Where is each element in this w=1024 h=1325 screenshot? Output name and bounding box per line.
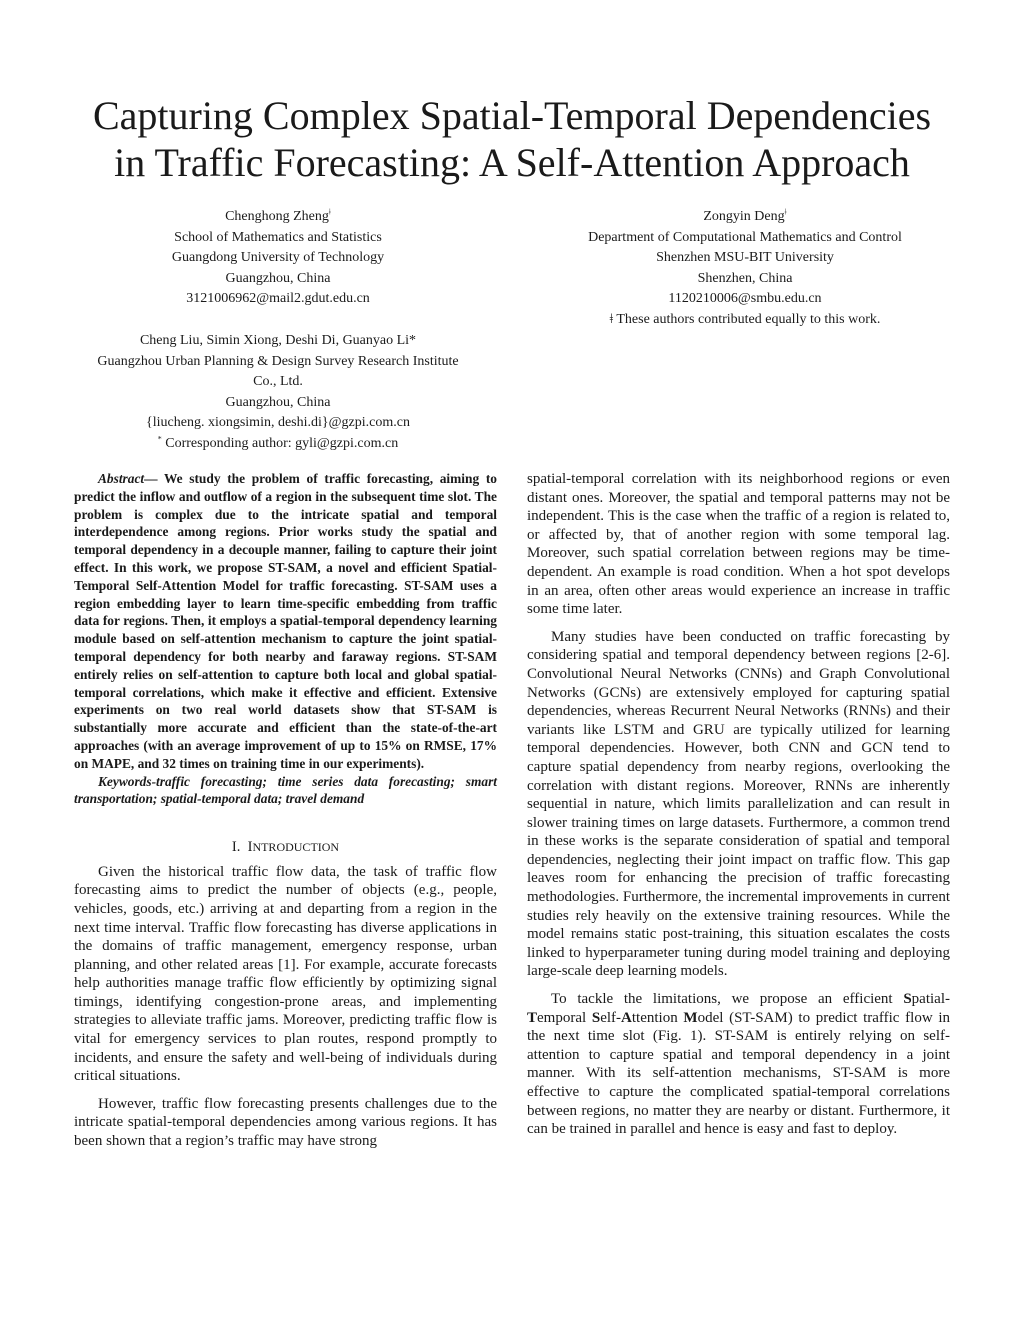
equal-contribution-mark: ǂ xyxy=(328,207,331,217)
author-affiliation-cont: Co., Ltd. xyxy=(253,374,303,389)
author-block-1 xyxy=(128,207,428,310)
left-column xyxy=(74,470,497,1151)
abstract xyxy=(74,470,497,773)
body-paragraph-continued: spatial-temporal correlation with its neighborhood regions or even distant ones. Moreover, the spatial and temporal patterns may not be independent. This is the case when the traffic of a region is related to, or affected by, that of another region with some temporal lag. Moreover, such spatial correlation between regions may be time-dependent. An example is road condition. When a hot spot develops in an area, often other areas would experience an increase in traffic some time later. xyxy=(527,471,950,618)
text-run: emporal xyxy=(537,1009,592,1026)
equal-contribution-mark: ǂ xyxy=(784,207,787,217)
author-names: Cheng Liu, Simin Xiong, Deshi Di, Guanyao Li* xyxy=(139,333,417,348)
text-run: To tackle the limitations, we propose an efficient xyxy=(551,991,904,1008)
author-institution: Guangdong University of Technology xyxy=(171,250,385,265)
author-emails: {liucheng. xiongsimin, deshi.di}@gzpi.com.cn xyxy=(146,415,410,430)
abstract-text: — We study the problem of traffic forecasting, aiming to predict the inflow and outflow of a region in the subsequent time slot. The problem is complex due to the intricate spatial and temporal interdependence among regions. Prior works study the spatial and temporal dependency in a decouple manner, failing to capture their joint effect. In this work, we propose ST-SAM, a novel and efficient Spatial-Temporal Self-Attention Model for traffic forecasting. ST-SAM uses a region embedding layer to learn time-specific embedding from traffic data for regions. Then, it employs a spatial-temporal dependency learning module based on self-attention mechanism to capture the joint spatial-temporal dependency for both nearby and faraway regions. ST-SAM entirely relies on self-attention to capture both local and global spatial-temporal correlations, which make it effective and efficient. Extensive experiments on two real world datasets show that ST-SAM is substantially more accurate and efficient than the state-of-the-art approaches (with an average improvement of up to 15% on RMSE, 17% on MAPE, and 32 times on training time in our experiments). xyxy=(74,471,497,771)
acronym-letter: A xyxy=(621,1009,632,1026)
author-block-3 xyxy=(60,331,496,454)
keywords: Keywords-traffic forecasting; time series data forecasting; smart transportation; spatial-temporal data; travel demand xyxy=(74,773,497,807)
author-location: Guangzhou, China xyxy=(225,394,331,410)
section-title-rest: NTRODUCTION xyxy=(252,840,340,855)
right-column xyxy=(527,470,950,1139)
section-title-initial: I xyxy=(247,839,253,856)
equal-contribution-note: ǂ These authors contributed equally to this work. xyxy=(609,311,881,327)
title-line-2: in Traffic Forecasting: A Self-Attention Approach xyxy=(114,140,910,185)
author-block-2 xyxy=(570,207,920,330)
body-paragraph-related-work: Many studies have been conducted on traffic forecasting by considering spatial and temporal dependency between regions [2-6]. Convolutional Neural Networks (CNNs) and Graph Convolutional Networks (GCNs) are extensively employed for capturing spatial dependencies, whereas Recurrent Neural Networks (RNNs) and their variants like LSTM and GRU are typically utilized for learning temporal dependencies. However, both CNN and GCN tend to capture spatial dependency from nearby regions, overlooking the correlation with distant regions. Moreover, RNNs are inherently sequential in nature, which limits parallelization and can result in slower training times on large datasets. Furthermore, a common trend in these works is the separate consideration of spatial and temporal dependencies, neglecting their joint impact on traffic flow. This gap leaves room for enhancing the precision of traffic forecasting methodologies. Furthermore, the incremental improvements in current studies rely heavily on the extensive training resources. While the model remains static post-training, this situation escalates the costs linked to hyperparameter tuning during model training and deploying large-scale deep learning models. xyxy=(527,628,950,980)
author-affiliation: School of Mathematics and Statistics xyxy=(174,229,382,245)
text-run: patial- xyxy=(911,991,950,1008)
author-affiliation: Department of Computational Mathematics and Control xyxy=(588,229,902,245)
acronym-letter: M xyxy=(683,1009,698,1026)
author-affiliation: Guangzhou Urban Planning & Design Survey Research Institute xyxy=(97,353,459,369)
intro-paragraph-1: Given the historical traffic flow data, the task of traffic flow forecasting aims to predict the number of objects (e.g., people, vehicles, goods, etc.) arriving at and departing from a region in the next time interval. Traffic flow forecasting has diverse applications in the domains of traffic management, emergency response, urban planning, and other related areas [1]. For example, accurate forecasts help authorities manage traffic flow efficiently by optimizing signal timings, identifying congestion-prone areas, and implementing strategies to alleviate traffic jams. Moreover, predicting traffic flow is vital for emergency services to plan routes, respond promptly to incidents, and ensure the safety and well-being of individuals during critical situations. xyxy=(74,863,497,1085)
acronym-letter: S xyxy=(591,1009,601,1026)
text-run: odel (ST-SAM) to predict traffic flow in the next time slot (Fig. 1). ST-SAM is entirely relying on self-attention to capture spatial and temporal dependency in a joint manner. With its self-attention mechanisms, ST-SAM is more effective to capture the complicated spatial-temporal correlations between regions, no matter they are nearby or distant. Furthermore, it can be trained in parallel and hence is easy and fast to deploy. xyxy=(527,1009,951,1138)
section-heading-introduction xyxy=(74,838,497,857)
section-number: I. xyxy=(231,839,241,856)
author-email: 3121006962@mail2.gdut.edu.cn xyxy=(186,291,370,306)
abstract-lead: Abstract xyxy=(98,471,145,486)
acronym-letter: S xyxy=(903,991,912,1008)
intro-paragraph-2: However, traffic flow forecasting presents challenges due to the intricate spatial-temporal dependencies among various regions. It has been shown that a region’s traffic may have strong xyxy=(74,1095,497,1150)
author-institution: Shenzhen MSU-BIT University xyxy=(656,250,834,265)
author-location: Guangzhou, China xyxy=(225,270,331,286)
author-name: Zongyin Deng xyxy=(703,209,785,224)
corresponding-author: Corresponding author: gyli@gzpi.com.cn xyxy=(161,435,399,451)
text-run: elf- xyxy=(600,1009,622,1026)
author-name: Chenghong Zheng xyxy=(225,209,329,224)
text-run: ttention xyxy=(631,1009,684,1026)
corresponding-mark: * xyxy=(157,433,162,443)
paper-title xyxy=(40,92,984,186)
author-location: Shenzhen, China xyxy=(697,270,793,286)
title-line-1: Capturing Complex Spatial-Temporal Dependencies xyxy=(92,93,932,138)
body-paragraph-contribution xyxy=(527,990,950,1139)
author-email: 1120210006@smbu.edu.cn xyxy=(668,291,822,306)
acronym-letter: T xyxy=(527,1009,538,1026)
